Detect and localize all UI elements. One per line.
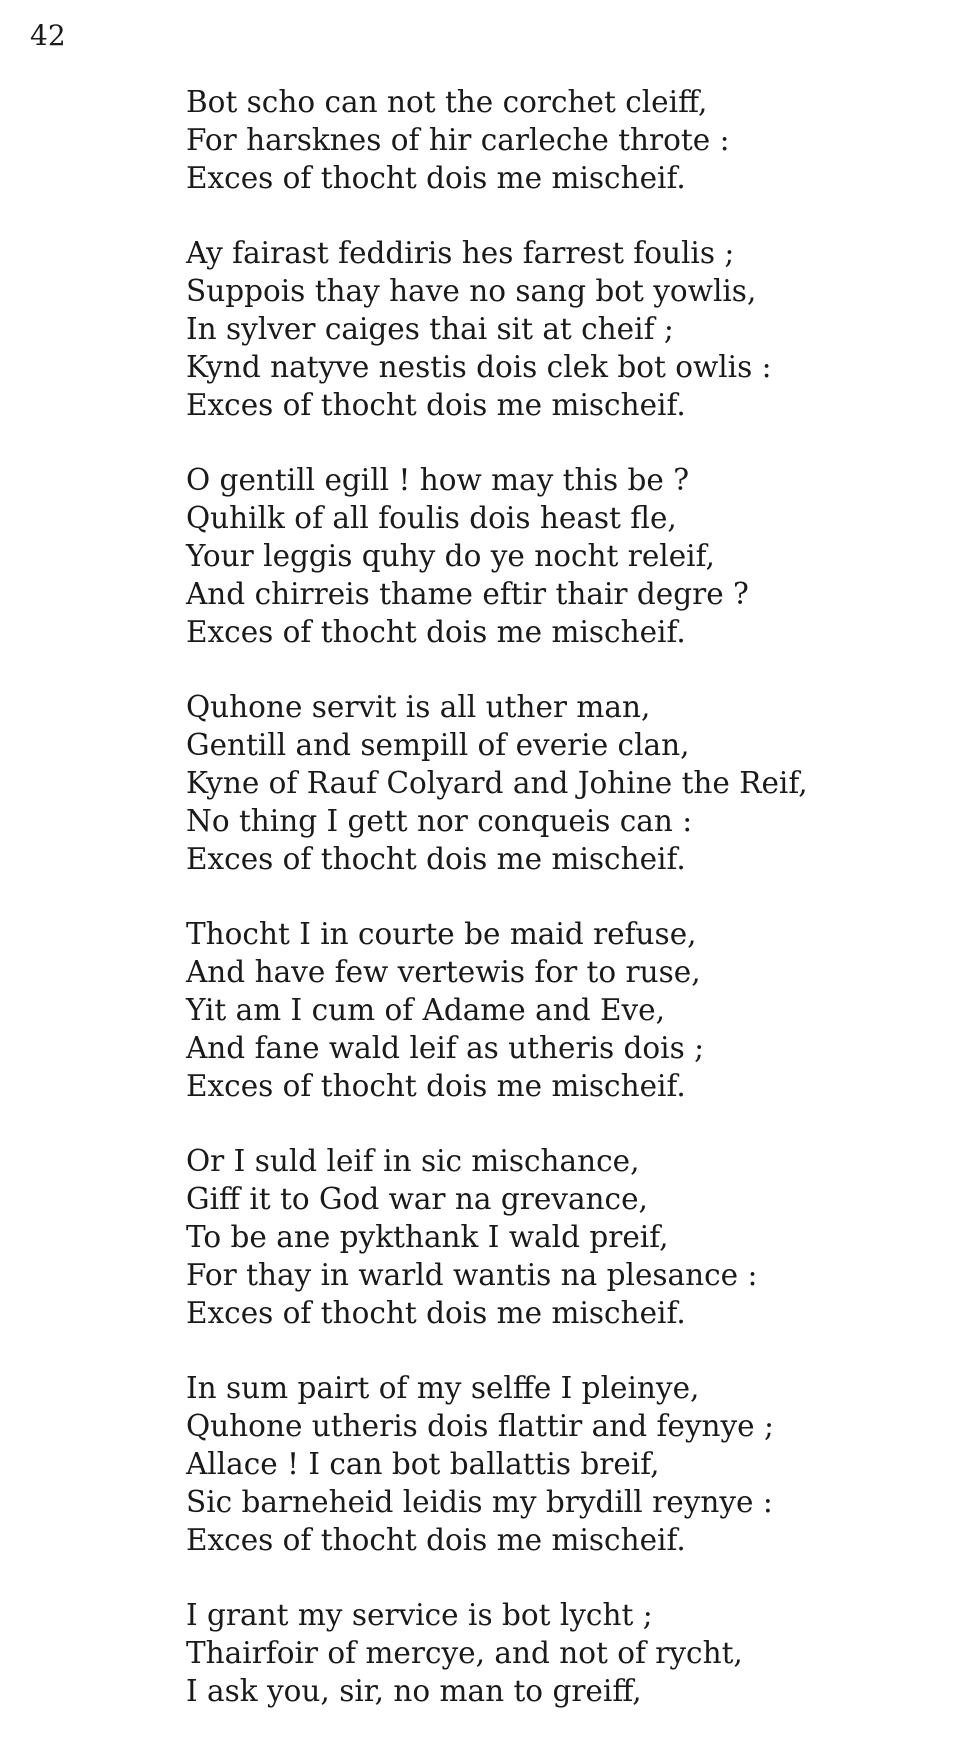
poem-line: Your leggis quhy do ye nocht releif, [186,539,715,573]
poem-line: No thing I gett nor conqueis can : [186,804,693,838]
refrain-line: Exces of thocht dois me mischeif. [186,615,686,649]
poem-line: Quhone utheris dois flattir and feynye ; [186,1409,774,1443]
poem-line: I grant my service is bot lycht ; [186,1598,653,1632]
poem-line: And have few vertewis for to ruse, [186,955,701,989]
stanza-7 [186,1369,916,1559]
refrain-line: Exces of thocht dois me mischeif. [186,842,686,876]
refrain-line: Exces of thocht dois me mischeif. [186,1296,686,1330]
poem-line: Kynd natyve nestis dois clek bot owlis : [186,350,772,384]
poem-line: Thairfoir of mercye, and not of rycht, [186,1636,743,1670]
poem-line: In sylver caiges thai sit at cheif ; [186,312,674,346]
stanza-3 [186,461,916,651]
poem-line: And chirreis thame eftir thair degre ? [186,577,749,611]
poem-line: Allace ! I can bot ballattis breif, [186,1447,660,1481]
refrain-line: Exces of thocht dois me mischeif. [186,1069,686,1103]
refrain-line: Exces of thocht dois me mischeif. [186,388,686,422]
poem-line: And fane wald leif as utheris dois ; [186,1031,705,1065]
poem-line: Yit am I cum of Adame and Eve, [186,993,665,1027]
poem-line: Quhilk of all foulis dois heast fle, [186,501,677,535]
refrain-line: Exces of thocht dois me mischeif. [186,161,686,195]
poem-line: Suppois thay have no sang bot yowlis, [186,274,757,308]
poem-line: In sum pairt of my selffe I pleinye, [186,1371,700,1405]
stanza-8 [186,1596,916,1710]
poem-line: Thocht I in courte be maid refuse, [186,917,697,951]
stanza-5 [186,915,916,1105]
poem-line: For thay in warld wantis na plesance : [186,1258,758,1292]
poem [186,83,916,1710]
stanza-4 [186,688,916,878]
poem-line: Ay fairast feddiris hes farrest foulis ; [186,236,735,270]
stanza-2 [186,234,916,424]
poem-line: Gentill and sempill of everie clan, [186,728,690,762]
poem-line: Giff it to God war na grevance, [186,1182,648,1216]
poem-line: Kyne of Rauf Colyard and Johine the Reif, [186,766,808,800]
poem-line: To be ane pykthank I wald preif, [186,1220,669,1254]
poem-line: O gentill egill ! how may this be ? [186,463,690,497]
refrain-line: Exces of thocht dois me mischeif. [186,1523,686,1557]
poem-line: Bot scho can not the corchet cleiff, [186,85,708,119]
stanza-1 [186,83,916,197]
page-number: 42 [30,19,66,52]
poem-line: For harsknes of hir carleche throte : [186,123,730,157]
poem-line: I ask you, sir, no man to greiff, [186,1674,642,1708]
stanza-6 [186,1142,916,1332]
poem-line: Quhone servit is all uther man, [186,690,651,724]
poem-line: Or I suld leif in sic mischance, [186,1144,640,1178]
poem-line: Sic barneheid leidis my brydill reynye : [186,1485,773,1519]
